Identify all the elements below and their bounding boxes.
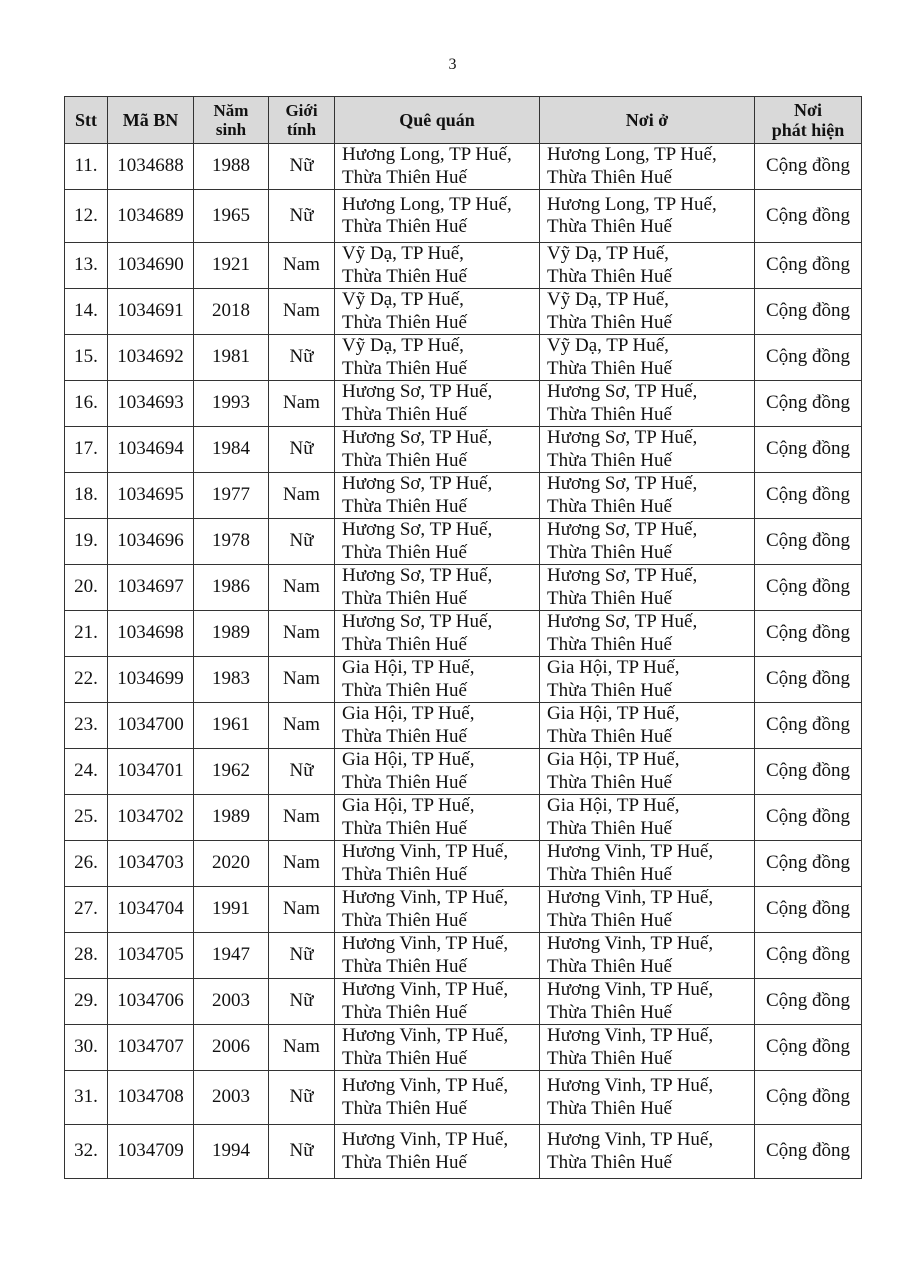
cell-stt: 12. <box>65 190 108 243</box>
cell-que-quan <box>335 335 540 381</box>
cell-que-quan <box>335 1071 540 1125</box>
cell-ma-bn: 1034689 <box>108 190 194 243</box>
cell-noi-o <box>540 795 755 841</box>
noi-o-line2: Thừa Thiên Huế <box>547 403 672 425</box>
table-header-row <box>65 97 862 144</box>
cell-gioi-tinh: Nam <box>269 473 335 519</box>
cell-ma-bn: 1034705 <box>108 933 194 979</box>
noi-o-line1: Hương Sơ, TP Huế, <box>547 519 698 541</box>
que-quan-line2: Thừa Thiên Huế <box>342 633 467 655</box>
cell-nam-sinh: 1984 <box>194 427 269 473</box>
cell-stt: 22. <box>65 657 108 703</box>
cell-gioi-tinh: Nam <box>269 841 335 887</box>
que-quan-line1: Hương Vinh, TP Huế, <box>342 1075 509 1097</box>
cell-gioi-tinh: Nữ <box>269 144 335 190</box>
cell-stt: 18. <box>65 473 108 519</box>
cell-ma-bn: 1034695 <box>108 473 194 519</box>
noi-o-line1: Vỹ Dạ, TP Huế, <box>547 335 669 357</box>
noi-o-line2: Thừa Thiên Huế <box>547 587 672 609</box>
que-quan-line2: Thừa Thiên Huế <box>342 495 467 517</box>
table-row <box>65 473 862 519</box>
cell-que-quan <box>335 979 540 1025</box>
cell-noi-phat-hien: Cộng đồng <box>755 144 862 190</box>
cell-ma-bn: 1034703 <box>108 841 194 887</box>
cell-noi-o <box>540 519 755 565</box>
table-row <box>65 144 862 190</box>
noi-o-line1: Hương Sơ, TP Huế, <box>547 427 698 449</box>
cell-noi-phat-hien: Cộng đồng <box>755 289 862 335</box>
cell-nam-sinh: 1991 <box>194 887 269 933</box>
table-row <box>65 611 862 657</box>
que-quan-line2: Thừa Thiên Huế <box>342 909 467 931</box>
header-gioi-tinh <box>269 97 335 144</box>
cell-gioi-tinh: Nữ <box>269 427 335 473</box>
cell-stt: 24. <box>65 749 108 795</box>
table-row <box>65 243 862 289</box>
cell-noi-o <box>540 749 755 795</box>
cell-noi-phat-hien: Cộng đồng <box>755 335 862 381</box>
que-quan-line1: Hương Sơ, TP Huế, <box>342 427 493 449</box>
noi-o-line1: Hương Sơ, TP Huế, <box>547 381 698 403</box>
cell-gioi-tinh: Nam <box>269 611 335 657</box>
cell-nam-sinh: 1961 <box>194 703 269 749</box>
cell-nam-sinh: 1962 <box>194 749 269 795</box>
cell-que-quan <box>335 289 540 335</box>
noi-o-line2: Thừa Thiên Huế <box>547 1097 672 1119</box>
cell-noi-o <box>540 1071 755 1125</box>
header-stt: Stt <box>65 97 108 144</box>
cell-noi-o <box>540 979 755 1025</box>
que-quan-line2: Thừa Thiên Huế <box>342 771 467 793</box>
cell-nam-sinh: 2018 <box>194 289 269 335</box>
que-quan-line1: Vỹ Dạ, TP Huế, <box>342 243 464 265</box>
que-quan-line1: Gia Hội, TP Huế, <box>342 657 475 679</box>
cell-noi-o <box>540 611 755 657</box>
noi-o-line1: Vỹ Dạ, TP Huế, <box>547 243 669 265</box>
noi-o-line1: Hương Sơ, TP Huế, <box>547 611 698 633</box>
que-quan-line1: Hương Sơ, TP Huế, <box>342 611 493 633</box>
cell-noi-phat-hien: Cộng đồng <box>755 749 862 795</box>
header-ma-bn: Mã BN <box>108 97 194 144</box>
cell-stt: 19. <box>65 519 108 565</box>
cell-stt: 16. <box>65 381 108 427</box>
cell-ma-bn: 1034693 <box>108 381 194 427</box>
cell-noi-phat-hien: Cộng đồng <box>755 381 862 427</box>
cell-gioi-tinh: Nam <box>269 289 335 335</box>
cell-gioi-tinh: Nữ <box>269 519 335 565</box>
cell-noi-phat-hien: Cộng đồng <box>755 1071 862 1125</box>
cell-ma-bn: 1034700 <box>108 703 194 749</box>
que-quan-line2: Thừa Thiên Huế <box>342 1097 467 1119</box>
header-nam-sinh <box>194 97 269 144</box>
cell-nam-sinh: 1988 <box>194 144 269 190</box>
cell-gioi-tinh: Nữ <box>269 190 335 243</box>
que-quan-line2: Thừa Thiên Huế <box>342 863 467 885</box>
cell-noi-phat-hien: Cộng đồng <box>755 565 862 611</box>
que-quan-line2: Thừa Thiên Huế <box>342 1047 467 1069</box>
noi-o-line2: Thừa Thiên Huế <box>547 863 672 885</box>
noi-o-line2: Thừa Thiên Huế <box>547 311 672 333</box>
cell-noi-o <box>540 1125 755 1179</box>
cell-ma-bn: 1034698 <box>108 611 194 657</box>
que-quan-line2: Thừa Thiên Huế <box>342 1001 467 1023</box>
cell-noi-phat-hien: Cộng đồng <box>755 519 862 565</box>
cell-stt: 30. <box>65 1025 108 1071</box>
cell-noi-phat-hien: Cộng đồng <box>755 887 862 933</box>
cell-gioi-tinh: Nữ <box>269 1125 335 1179</box>
que-quan-line2: Thừa Thiên Huế <box>342 817 467 839</box>
cell-ma-bn: 1034692 <box>108 335 194 381</box>
cell-noi-o <box>540 933 755 979</box>
noi-o-line2: Thừa Thiên Huế <box>547 817 672 839</box>
cell-ma-bn: 1034702 <box>108 795 194 841</box>
table-row <box>65 703 862 749</box>
noi-o-line2: Thừa Thiên Huế <box>547 1151 672 1173</box>
noi-o-line2: Thừa Thiên Huế <box>547 771 672 793</box>
cell-nam-sinh: 1978 <box>194 519 269 565</box>
cell-ma-bn: 1034694 <box>108 427 194 473</box>
que-quan-line1: Hương Vinh, TP Huế, <box>342 1129 509 1151</box>
cell-noi-phat-hien: Cộng đồng <box>755 933 862 979</box>
cell-stt: 21. <box>65 611 108 657</box>
que-quan-line2: Thừa Thiên Huế <box>342 166 467 188</box>
cell-noi-phat-hien: Cộng đồng <box>755 1125 862 1179</box>
header-noi-phat-hien-line2: phát hiện <box>771 120 845 140</box>
header-gioi-tinh-line2: tính <box>286 120 317 139</box>
table-row <box>65 795 862 841</box>
noi-o-line2: Thừa Thiên Huế <box>547 495 672 517</box>
cell-ma-bn: 1034688 <box>108 144 194 190</box>
cell-gioi-tinh: Nữ <box>269 979 335 1025</box>
table-row <box>65 427 862 473</box>
que-quan-line1: Gia Hội, TP Huế, <box>342 749 475 771</box>
noi-o-line1: Hương Vinh, TP Huế, <box>547 1025 714 1047</box>
cell-stt: 26. <box>65 841 108 887</box>
noi-o-line1: Hương Sơ, TP Huế, <box>547 473 698 495</box>
que-quan-line1: Hương Vinh, TP Huế, <box>342 1025 509 1047</box>
cell-nam-sinh: 1947 <box>194 933 269 979</box>
cell-nam-sinh: 1965 <box>194 190 269 243</box>
cell-ma-bn: 1034697 <box>108 565 194 611</box>
que-quan-line1: Hương Vinh, TP Huế, <box>342 933 509 955</box>
noi-o-line1: Hương Long, TP Huế, <box>547 193 717 215</box>
cell-nam-sinh: 1993 <box>194 381 269 427</box>
cell-que-quan <box>335 565 540 611</box>
noi-o-line1: Hương Long, TP Huế, <box>547 144 717 166</box>
cell-noi-phat-hien: Cộng đồng <box>755 1025 862 1071</box>
cell-nam-sinh: 1981 <box>194 335 269 381</box>
cell-stt: 28. <box>65 933 108 979</box>
cell-que-quan <box>335 887 540 933</box>
noi-o-line1: Gia Hội, TP Huế, <box>547 795 680 817</box>
header-que-quan: Quê quán <box>335 97 540 144</box>
header-noi-phat-hien-line1: Nơi <box>794 99 822 120</box>
que-quan-line1: Hương Vinh, TP Huế, <box>342 887 509 909</box>
noi-o-line1: Hương Vinh, TP Huế, <box>547 1075 714 1097</box>
cell-gioi-tinh: Nam <box>269 381 335 427</box>
cell-nam-sinh: 1977 <box>194 473 269 519</box>
que-quan-line2: Thừa Thiên Huế <box>342 449 467 471</box>
cell-ma-bn: 1034707 <box>108 1025 194 1071</box>
que-quan-line2: Thừa Thiên Huế <box>342 311 467 333</box>
que-quan-line2: Thừa Thiên Huế <box>342 403 467 425</box>
cell-noi-phat-hien: Cộng đồng <box>755 703 862 749</box>
cell-nam-sinh: 2006 <box>194 1025 269 1071</box>
cell-noi-o <box>540 841 755 887</box>
cell-noi-o <box>540 335 755 381</box>
noi-o-line2: Thừa Thiên Huế <box>547 1001 672 1023</box>
cell-gioi-tinh: Nam <box>269 657 335 703</box>
cell-noi-phat-hien: Cộng đồng <box>755 841 862 887</box>
cell-que-quan <box>335 381 540 427</box>
que-quan-line1: Hương Vinh, TP Huế, <box>342 841 509 863</box>
cell-que-quan <box>335 841 540 887</box>
noi-o-line2: Thừa Thiên Huế <box>547 265 672 287</box>
cell-ma-bn: 1034706 <box>108 979 194 1025</box>
cell-gioi-tinh: Nữ <box>269 1071 335 1125</box>
cell-stt: 15. <box>65 335 108 381</box>
que-quan-line1: Hương Sơ, TP Huế, <box>342 519 493 541</box>
cell-noi-o <box>540 190 755 243</box>
noi-o-line1: Gia Hội, TP Huế, <box>547 657 680 679</box>
cell-noi-o <box>540 289 755 335</box>
cell-que-quan <box>335 657 540 703</box>
cell-stt: 11. <box>65 144 108 190</box>
cell-stt: 25. <box>65 795 108 841</box>
cell-nam-sinh: 1989 <box>194 611 269 657</box>
que-quan-line2: Thừa Thiên Huế <box>342 955 467 977</box>
header-noi-phat-hien <box>755 97 862 144</box>
cell-gioi-tinh: Nam <box>269 795 335 841</box>
cell-que-quan <box>335 144 540 190</box>
table-row <box>65 887 862 933</box>
cell-que-quan <box>335 749 540 795</box>
table-row <box>65 749 862 795</box>
cell-noi-phat-hien: Cộng đồng <box>755 979 862 1025</box>
table-row <box>65 933 862 979</box>
cell-gioi-tinh: Nam <box>269 1025 335 1071</box>
noi-o-line1: Vỹ Dạ, TP Huế, <box>547 289 669 311</box>
cell-noi-phat-hien: Cộng đồng <box>755 657 862 703</box>
cell-stt: 17. <box>65 427 108 473</box>
noi-o-line2: Thừa Thiên Huế <box>547 357 672 379</box>
que-quan-line2: Thừa Thiên Huế <box>342 679 467 701</box>
cell-ma-bn: 1034699 <box>108 657 194 703</box>
table-row <box>65 657 862 703</box>
noi-o-line2: Thừa Thiên Huế <box>547 449 672 471</box>
table-row <box>65 381 862 427</box>
cell-noi-o <box>540 144 755 190</box>
cell-nam-sinh: 2020 <box>194 841 269 887</box>
cell-noi-o <box>540 703 755 749</box>
que-quan-line2: Thừa Thiên Huế <box>342 725 467 747</box>
noi-o-line1: Hương Vinh, TP Huế, <box>547 979 714 1001</box>
cell-nam-sinh: 1994 <box>194 1125 269 1179</box>
que-quan-line1: Gia Hội, TP Huế, <box>342 703 475 725</box>
noi-o-line2: Thừa Thiên Huế <box>547 955 672 977</box>
que-quan-line2: Thừa Thiên Huế <box>342 1151 467 1173</box>
que-quan-line1: Hương Sơ, TP Huế, <box>342 473 493 495</box>
noi-o-line2: Thừa Thiên Huế <box>547 216 672 237</box>
cell-stt: 27. <box>65 887 108 933</box>
cell-gioi-tinh: Nữ <box>269 335 335 381</box>
noi-o-line1: Gia Hội, TP Huế, <box>547 703 680 725</box>
cell-stt: 20. <box>65 565 108 611</box>
cell-gioi-tinh: Nữ <box>269 749 335 795</box>
cell-noi-phat-hien: Cộng đồng <box>755 611 862 657</box>
cell-que-quan <box>335 703 540 749</box>
que-quan-line2: Thừa Thiên Huế <box>342 587 467 609</box>
cell-nam-sinh: 2003 <box>194 1071 269 1125</box>
table-row <box>65 289 862 335</box>
cell-noi-o <box>540 243 755 289</box>
que-quan-line2: Thừa Thiên Huế <box>342 216 467 237</box>
cell-noi-phat-hien: Cộng đồng <box>755 795 862 841</box>
que-quan-line2: Thừa Thiên Huế <box>342 357 467 379</box>
cell-noi-phat-hien: Cộng đồng <box>755 427 862 473</box>
table-row <box>65 1125 862 1179</box>
cell-que-quan <box>335 190 540 243</box>
cell-stt: 32. <box>65 1125 108 1179</box>
cell-noi-o <box>540 427 755 473</box>
cell-noi-o <box>540 1025 755 1071</box>
table-row <box>65 979 862 1025</box>
cell-noi-o <box>540 565 755 611</box>
table-row <box>65 841 862 887</box>
noi-o-line1: Gia Hội, TP Huế, <box>547 749 680 771</box>
cell-ma-bn: 1034709 <box>108 1125 194 1179</box>
cell-gioi-tinh: Nam <box>269 887 335 933</box>
que-quan-line1: Vỹ Dạ, TP Huế, <box>342 335 464 357</box>
cell-nam-sinh: 1983 <box>194 657 269 703</box>
cell-gioi-tinh: Nữ <box>269 933 335 979</box>
cell-noi-phat-hien: Cộng đồng <box>755 190 862 243</box>
cell-gioi-tinh: Nam <box>269 243 335 289</box>
header-noi-o: Nơi ở <box>540 97 755 144</box>
noi-o-line2: Thừa Thiên Huế <box>547 725 672 747</box>
cell-nam-sinh: 1989 <box>194 795 269 841</box>
cell-ma-bn: 1034690 <box>108 243 194 289</box>
noi-o-line2: Thừa Thiên Huế <box>547 633 672 655</box>
case-table <box>64 96 862 1179</box>
cell-ma-bn: 1034696 <box>108 519 194 565</box>
cell-noi-o <box>540 887 755 933</box>
cell-que-quan <box>335 933 540 979</box>
que-quan-line1: Vỹ Dạ, TP Huế, <box>342 289 464 311</box>
que-quan-line1: Hương Long, TP Huế, <box>342 193 512 215</box>
cell-ma-bn: 1034701 <box>108 749 194 795</box>
header-nam-sinh-line1: Năm <box>213 100 249 120</box>
noi-o-line1: Hương Sơ, TP Huế, <box>547 565 698 587</box>
noi-o-line2: Thừa Thiên Huế <box>547 679 672 701</box>
table-row <box>65 565 862 611</box>
cell-que-quan <box>335 473 540 519</box>
cell-que-quan <box>335 427 540 473</box>
table-row <box>65 1025 862 1071</box>
table-row <box>65 519 862 565</box>
cell-nam-sinh: 1921 <box>194 243 269 289</box>
cell-noi-phat-hien: Cộng đồng <box>755 243 862 289</box>
cell-ma-bn: 1034708 <box>108 1071 194 1125</box>
table-row <box>65 190 862 243</box>
cell-noi-o <box>540 657 755 703</box>
cell-gioi-tinh: Nam <box>269 565 335 611</box>
noi-o-line2: Thừa Thiên Huế <box>547 541 672 563</box>
cell-stt: 31. <box>65 1071 108 1125</box>
que-quan-line1: Hương Sơ, TP Huế, <box>342 565 493 587</box>
cell-stt: 29. <box>65 979 108 1025</box>
table-row <box>65 1071 862 1125</box>
noi-o-line2: Thừa Thiên Huế <box>547 166 672 188</box>
noi-o-line2: Thừa Thiên Huế <box>547 909 672 931</box>
cell-que-quan <box>335 611 540 657</box>
que-quan-line2: Thừa Thiên Huế <box>342 541 467 563</box>
cell-que-quan <box>335 795 540 841</box>
que-quan-line2: Thừa Thiên Huế <box>342 265 467 287</box>
que-quan-line1: Gia Hội, TP Huế, <box>342 795 475 817</box>
cell-stt: 14. <box>65 289 108 335</box>
cell-que-quan <box>335 243 540 289</box>
page-number: 3 <box>448 56 457 73</box>
noi-o-line1: Hương Vinh, TP Huế, <box>547 933 714 955</box>
header-gioi-tinh-line1: Giới <box>285 100 318 120</box>
que-quan-line1: Hương Vinh, TP Huế, <box>342 979 509 1001</box>
cell-que-quan <box>335 1025 540 1071</box>
que-quan-line1: Hương Sơ, TP Huế, <box>342 381 493 403</box>
cell-nam-sinh: 1986 <box>194 565 269 611</box>
cell-que-quan <box>335 519 540 565</box>
cell-ma-bn: 1034691 <box>108 289 194 335</box>
cell-noi-o <box>540 381 755 427</box>
noi-o-line1: Hương Vinh, TP Huế, <box>547 1129 714 1151</box>
cell-nam-sinh: 2003 <box>194 979 269 1025</box>
cell-stt: 23. <box>65 703 108 749</box>
cell-que-quan <box>335 1125 540 1179</box>
cell-gioi-tinh: Nam <box>269 703 335 749</box>
noi-o-line2: Thừa Thiên Huế <box>547 1047 672 1069</box>
header-nam-sinh-line2: sinh <box>215 120 247 139</box>
que-quan-line1: Hương Long, TP Huế, <box>342 144 512 166</box>
cell-noi-phat-hien: Cộng đồng <box>755 473 862 519</box>
noi-o-line1: Hương Vinh, TP Huế, <box>547 841 714 863</box>
noi-o-line1: Hương Vinh, TP Huế, <box>547 887 714 909</box>
cell-noi-o <box>540 473 755 519</box>
cell-ma-bn: 1034704 <box>108 887 194 933</box>
cell-stt: 13. <box>65 243 108 289</box>
table-row <box>65 335 862 381</box>
